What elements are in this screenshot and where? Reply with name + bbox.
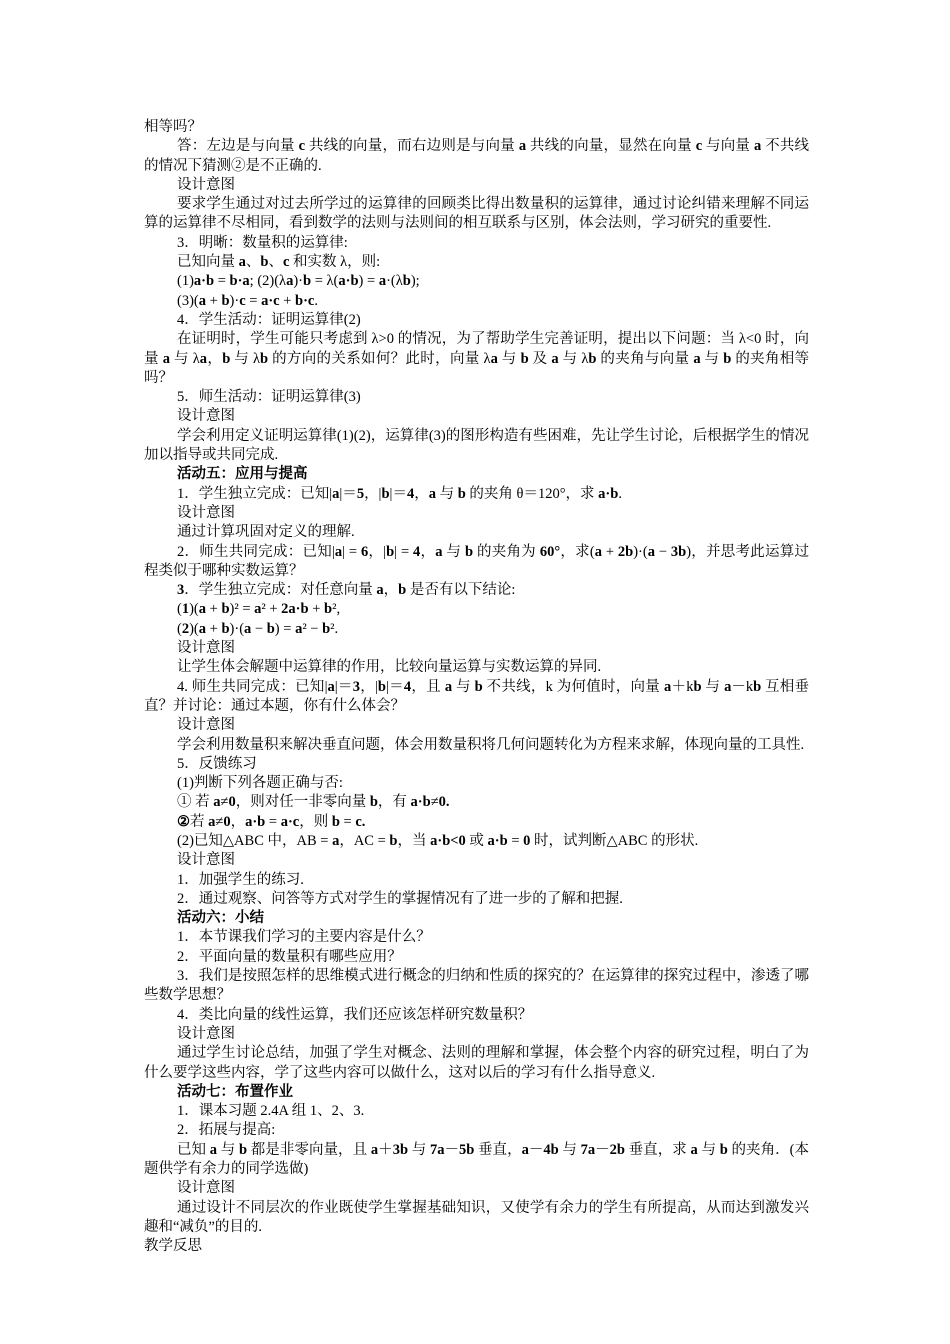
paragraph: 通过学生讨论总结，加强了学生对概念、法则的理解和掌握，体会整个内容的研究过程，明白了为什么要学这些内容，学了这些内容可以做什么，这对以后的学习有什么指导意义. [144, 1045, 809, 1081]
paragraph: (3)(a + b)·c = a·c + b·c. [177, 292, 318, 309]
paragraph: 通过计算巩固对定义的理解. [177, 524, 355, 541]
paragraph: 答：左边是与向量 c 共线的向量，而右边则是与向量 a 共线的向量，显然在向量 c 与向量 a 不共线的情况下猜测②是不正确的. [144, 138, 810, 174]
paragraph: ②若 a≠0，a·b = a·c，则 b = c. [177, 813, 366, 830]
paragraph: ① 若 a≠0，则对任一非零向量 b，有 a·b≠0. [177, 794, 450, 811]
document-body [144, 118, 809, 1257]
paragraph: 2．师生共同完成：已知|a| = 6，|b| = 4，a 与 b 的夹角为 60°，求(a + 2b)·(a − 3b)，并思考此运算过程类似于哪种实数运算？ [144, 543, 809, 579]
paragraph: 已知 a 与 b 都是非零向量，且 a＋3b 与 7a－5b 垂直，a－4b 与 7a－2b 垂直，求 a 与 b 的夹角．(本题供学有余力的同学选做) [144, 1141, 810, 1178]
section-heading: 活动五：应用与提高 [177, 466, 308, 483]
paragraph: (2)已知△ABC 中，AB = a，AC = b，当 a·b<0 或 a·b = 0 时，试判断△ABC 的形状. [177, 832, 699, 849]
paragraph: 2．平面向量的数量积有哪些应用？ [177, 948, 402, 965]
section-heading: 活动六：小结 [177, 910, 264, 927]
paragraph: 教学反思 [144, 1238, 202, 1255]
paragraph: 设计意图 [177, 852, 235, 869]
paragraph: 5．反馈练习 [177, 755, 257, 772]
paragraph: 1．学生独立完成：已知|a|＝5，|b|＝4，a 与 b 的夹角 θ＝120°，求 a·b. [177, 485, 622, 502]
paragraph: 要求学生通过对过去所学过的运算律的回顾类比得出数量积的运算律，通过讨论纠错来理解不同运算的运算律不尽相同，看到数学的法则与法则间的相互联系与区别，体会法则，学习研究的重要性. [144, 196, 809, 232]
paragraph: (1)a·b = b·a; (2)(λa)·b = λ(a·b) = a·(λb); [177, 273, 420, 290]
paragraph: 4．学生活动：证明运算律(2) [177, 311, 361, 328]
paragraph: 设计意图 [177, 640, 235, 657]
paragraph: 学会利用定义证明运算律(1)(2)，运算律(3)的图形构造有些困难，先让学生讨论，后根据学生的情况加以指导或共同完成. [144, 427, 809, 464]
paragraph: 已知向量 a、b、c 和实数 λ，则: [177, 254, 381, 271]
paragraph: 4. 师生共同完成：已知|a|＝3，|b|＝4，且 a 与 b 不共线，k 为何值时，向量 a＋kb 与 a－kb 互相垂直？并讨论：通过本题，你有什么体会？ [144, 678, 810, 714]
paragraph: 1．加强学生的练习. [177, 871, 304, 888]
paragraph: 3．学生独立完成：对任意向量 a，b 是否有以下结论: [177, 582, 516, 599]
paragraph: 1．课本习题 2.4A 组 1、2、3. [177, 1103, 365, 1120]
paragraph: 设计意图 [177, 717, 235, 734]
section-heading: 活动七：布置作业 [177, 1083, 293, 1100]
paragraph: 5．师生活动：证明运算律(3) [177, 389, 361, 406]
paragraph: 让学生体会解题中运算律的作用，比较向量运算与实数运算的异同. [177, 659, 602, 676]
paragraph: (1)判断下列各题正确与否: [177, 775, 343, 792]
paragraph: 设计意图 [177, 176, 235, 193]
paragraph: 2．拓展与提高: [177, 1122, 276, 1139]
paragraph: 3．我们是按照怎样的思维模式进行概念的归纳和性质的探究的？在运算律的探究过程中，渗透了哪些数学思想？ [144, 968, 809, 1004]
paragraph: (1)(a + b)² = a² + 2a·b + b², [177, 601, 341, 618]
paragraph: 4．类比向量的线性运算，我们还应该怎样研究数量积？ [177, 1006, 533, 1023]
paragraph: 2．通过观察、问答等方式对学生的掌握情况有了进一步的了解和把握. [177, 890, 623, 907]
paragraph: 相等吗？ [144, 119, 202, 135]
paragraph: 设计意图 [177, 504, 235, 521]
paragraph: 3．明晰：数量积的运算律: [177, 234, 348, 251]
paragraph: 设计意图 [177, 1180, 235, 1197]
paragraph: 1．本节课我们学习的主要内容是什么？ [177, 929, 431, 946]
paragraph: (2)(a + b)·(a − b) = a² − b². [177, 620, 339, 637]
paragraph: 通过设计不同层次的作业既使学生掌握基础知识，又使学有余力的学生有所提高，从而达到激发兴趣和“减负”的目的. [144, 1199, 809, 1235]
paragraph: 设计意图 [177, 408, 235, 425]
paragraph: 在证明时，学生可能只考虑到 λ>0 的情况，为了帮助学生完善证明，提出以下问题：当 λ<0 时，向量 a 与 λa，b 与 λb 的方向的关系如何？此时，向量 λa 与 b 及 a 与 λb 的夹角与向量 a 与 b 的夹角相等吗？ [144, 331, 810, 386]
paragraph: 设计意图 [177, 1025, 235, 1042]
paragraph: 学会利用数量积来解决垂直问题，体会用数量积将几何问题转化为方程来求解，体现向量的工具性. [177, 736, 805, 753]
